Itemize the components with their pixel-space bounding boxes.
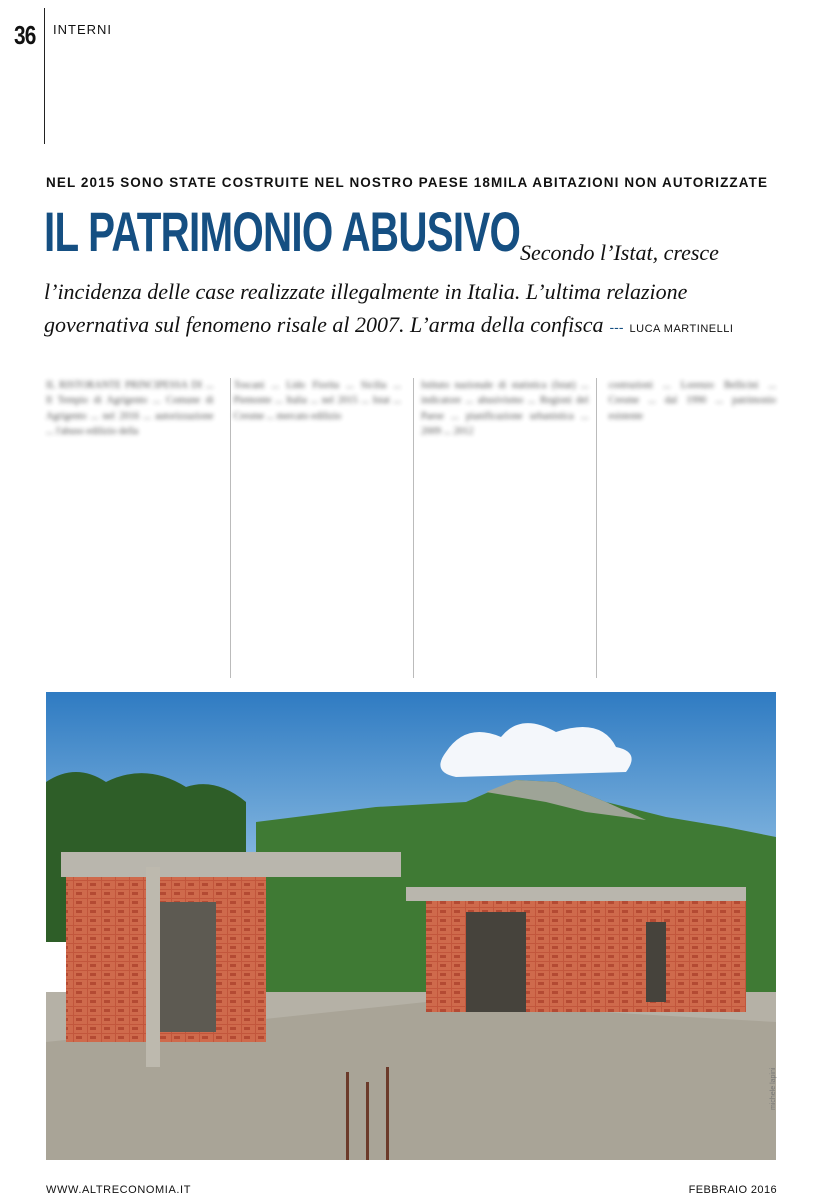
footer-issue-date: FEBBRAIO 2016	[688, 1184, 777, 1196]
rebar	[346, 1072, 349, 1160]
footer-website[interactable]: WWW.ALTRECONOMIA.IT	[46, 1184, 192, 1196]
deck-first-line: Secondo l’Istat, cresce	[520, 240, 719, 265]
house-right-opening	[646, 922, 666, 1002]
rebar	[386, 1067, 389, 1160]
section-label: INTERNI	[53, 22, 112, 37]
column-rule	[230, 378, 231, 678]
rebar	[366, 1082, 369, 1160]
article-headline: IL PATRIMONIO ABUSIVO	[44, 200, 521, 263]
byline-separator: ---	[609, 319, 624, 335]
page-number: 36	[14, 20, 36, 50]
house-right-opening	[466, 912, 526, 1012]
house-left-opening	[156, 902, 216, 1032]
author-byline: LUCA MARTINELLI	[629, 323, 734, 335]
article-kicker: NEL 2015 SONO STATE COSTRUITE NEL NOSTRO PAESE 18MILA ABITAZIONI NON AUTORIZZATE	[46, 175, 769, 190]
body-column: IL RISTORANTE PRINCIPESSA DI ... Il Tempio di Agrigento ... Comune di Agrigento ... nel 2016 ... autorizzazione ... l'abuso edilizio della	[46, 380, 214, 437]
article-photo	[46, 692, 776, 1160]
photo-credit: michele lapini	[770, 1067, 777, 1110]
body-column: Toscani ... Lido Fiorita ... Sicilia ... Piemonte ... Italia ... nel 2015 ... Istat ... Cresme ... mercato edilizio	[233, 380, 401, 422]
body-column: costruzioni ... Lorenzo Bellicini ... Cresme ... dal 1990 ... patrimonio esistente	[608, 380, 776, 422]
column-rule	[413, 378, 414, 678]
header-divider	[44, 8, 45, 144]
deck-line-with-byline	[44, 308, 804, 346]
deck-line: governativa sul fenomeno risale al 2007. L’arma della confisca	[44, 312, 604, 337]
house-right-frame	[406, 887, 746, 901]
body-column: Istituto nazionale di statistica (Istat) ... indicatore ... abusivismo ... Regioni del Paese ... pianificazione urbanistica ... 2009 ... 2012	[421, 380, 589, 437]
deck-line: l’incidenza delle case realizzate illegalmente in Italia. L’ultima relazione	[44, 279, 688, 304]
house-left-pillar	[146, 867, 160, 1067]
article-deck	[44, 275, 804, 346]
column-rule	[596, 378, 597, 678]
article-body	[46, 378, 776, 684]
house-left-frame	[61, 852, 401, 877]
